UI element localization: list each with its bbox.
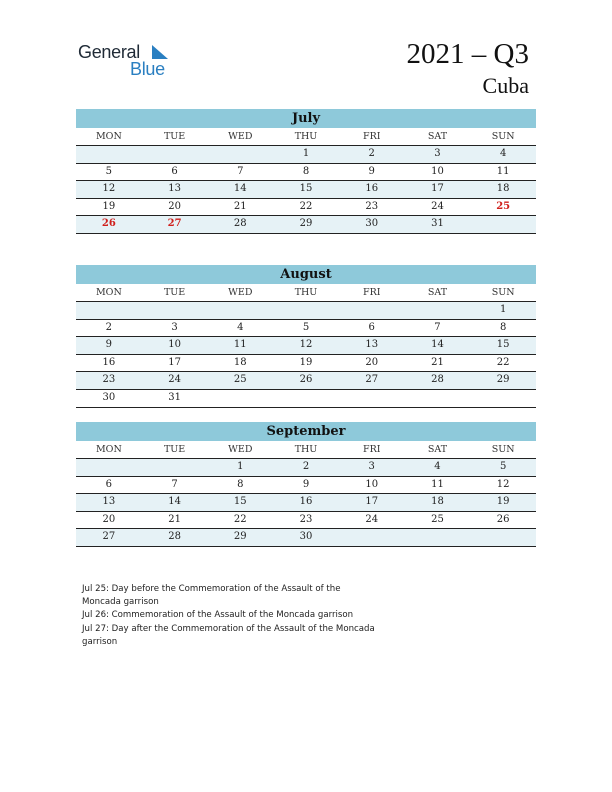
weekday-label: SAT [427,131,448,142]
day-cell: 13 [365,339,379,351]
holiday-note-line: Jul 26: Commemoration of the Assault of the Moncada garrison [82,610,354,621]
empty-day-cell [405,529,471,546]
week-row [76,477,536,495]
day-cell: 15 [496,339,510,351]
week-row [76,355,536,373]
day-cell: 7 [434,321,441,333]
day-cell: 10 [431,165,444,177]
day-cell: 7 [237,165,244,177]
week-row [76,320,536,338]
week-row [76,529,536,547]
day-cell: 9 [368,165,375,177]
weekday-label: MON [95,287,122,298]
day-cell: 23 [365,200,379,212]
week-row [76,164,536,182]
day-cell: 16 [102,356,116,368]
empty-day-cell [76,459,142,476]
day-cell: 29 [496,374,510,386]
day-cell: 1 [237,461,244,472]
day-cell: 31 [168,391,181,403]
weekday-label: FRI [362,131,381,142]
week-row [76,199,536,217]
day-cell: 5 [105,165,113,177]
day-cell: 21 [431,356,444,368]
weekday-label: MON [95,131,122,142]
empty-day-cell [339,390,405,407]
weekday-label: SUN [491,131,515,142]
day-cell: 15 [233,496,247,508]
weekday-label: FRI [362,287,381,298]
day-cell: 20 [102,513,116,525]
day-cell: 18 [431,496,444,508]
day-cell: 15 [299,183,313,195]
weekday-label: FRI [362,444,381,455]
day-cell: 23 [299,513,313,525]
day-cell: 31 [431,218,444,230]
month-title: September [76,422,536,441]
logo-text-general: General [78,42,140,62]
day-cell: 8 [237,478,244,490]
day-cell: 26 [299,374,313,386]
month-title: July [76,109,536,128]
day-cell: 28 [233,218,247,230]
week-row [76,337,536,355]
empty-day-cell [339,302,405,319]
holiday-date: 27 [167,218,182,230]
week-row [76,459,536,477]
day-cell: 30 [365,218,379,230]
day-cell: 22 [233,513,247,525]
day-cell: 12 [102,183,116,195]
day-cell: 13 [168,183,181,195]
empty-day-cell [470,216,536,233]
day-cell: 14 [233,183,247,195]
week-row [76,146,536,164]
day-cell: 24 [431,200,444,212]
weekday-label: SAT [427,444,448,455]
weekday-label: THU [294,444,318,455]
day-cell: 18 [233,356,247,368]
country-name: Cuba [482,73,529,98]
day-cell: 3 [368,461,375,472]
weekday-label: SUN [491,287,515,298]
logo [78,42,188,82]
day-cell: 17 [365,496,379,508]
holiday-note-line: Jul 25: Day before the Commemoration of the Assault of the [82,584,341,594]
day-cell: 4 [434,461,441,472]
day-cell: 2 [302,461,310,472]
holiday-note-line: garrison [82,636,118,647]
day-cell: 9 [302,478,310,490]
month-july [76,109,536,234]
week-row [76,302,536,320]
empty-day-cell [273,302,339,319]
weekday-label: SUN [491,444,515,455]
weekday-label: THU [294,287,318,298]
day-cell: 6 [368,321,375,333]
day-cell: 24 [168,374,181,386]
weekday-header-row [76,284,536,302]
empty-day-cell [207,390,273,407]
month-september [76,422,536,547]
week-row [76,216,536,234]
weekday-label: SAT [427,287,448,298]
day-cell: 11 [233,339,247,351]
week-row [76,494,536,512]
week-row [76,512,536,530]
day-cell: 18 [496,183,510,195]
day-cell: 10 [365,478,379,490]
day-cell: 26 [496,513,510,525]
week-row [76,390,536,408]
day-cell: 2 [105,321,113,333]
day-cell: 21 [233,200,247,212]
month-august [76,265,536,408]
day-cell: 28 [431,374,444,386]
day-cell: 22 [496,356,510,368]
empty-day-cell [207,146,273,163]
day-cell: 27 [365,374,379,386]
day-cell: 27 [102,531,116,543]
day-cell: 12 [496,478,510,490]
day-cell: 28 [168,531,181,543]
day-cell: 14 [168,496,181,508]
empty-day-cell [339,529,405,546]
empty-day-cell [405,390,471,407]
day-cell: 23 [102,374,116,386]
empty-day-cell [405,302,471,319]
day-cell: 14 [431,339,444,351]
day-cell: 1 [499,304,507,315]
day-cell: 25 [233,374,247,386]
day-cell: 29 [299,218,313,230]
day-cell: 30 [102,391,116,403]
empty-day-cell [142,146,208,163]
day-cell: 7 [171,478,178,490]
logo-text-blue: Blue [130,59,165,79]
holiday-note-line: Jul 27: Day after the Commemoration of the Assault of the Moncada [82,623,375,634]
empty-day-cell [142,459,208,476]
day-cell: 17 [431,183,444,195]
page-title: 2021 – Q3 [406,38,529,70]
day-cell: 5 [302,321,310,333]
holiday-date: 26 [101,218,116,230]
day-cell: 11 [431,478,444,490]
weekday-label: TUE [163,287,186,298]
day-cell: 4 [237,321,244,333]
day-cell: 24 [365,513,379,525]
day-cell: 10 [168,339,181,351]
day-cell: 12 [299,339,313,351]
holiday-date: 25 [496,200,511,212]
day-cell: 3 [171,321,178,333]
day-cell: 30 [299,531,313,543]
weekday-label: MON [95,444,122,455]
day-cell: 3 [434,148,441,159]
day-cell: 8 [499,321,507,333]
day-cell: 4 [499,148,507,159]
weekday-header-row [76,441,536,459]
day-cell: 16 [365,183,379,195]
day-cell: 6 [171,165,178,177]
empty-day-cell [207,302,273,319]
empty-day-cell [273,390,339,407]
weekday-label: THU [294,131,318,142]
weekday-label: WED [228,287,253,298]
day-cell: 20 [168,200,181,212]
weekday-label: WED [228,131,253,142]
day-cell: 19 [496,496,510,508]
day-cell: 19 [102,200,116,212]
week-row [76,372,536,390]
holiday-notes [82,583,412,649]
empty-day-cell [76,146,142,163]
day-cell: 2 [368,148,375,159]
day-cell: 1 [302,148,310,159]
day-cell: 13 [102,496,116,508]
month-title: August [76,265,536,284]
day-cell: 6 [105,478,113,490]
day-cell: 5 [499,461,507,472]
weekday-label: TUE [163,131,186,142]
day-cell: 25 [431,513,444,525]
day-cell: 8 [302,165,310,177]
week-row [76,181,536,199]
empty-day-cell [470,390,536,407]
day-cell: 19 [299,356,313,368]
day-cell: 9 [105,339,113,351]
empty-day-cell [470,529,536,546]
day-cell: 29 [233,531,247,543]
day-cell: 20 [365,356,379,368]
weekday-header-row [76,128,536,146]
empty-day-cell [76,302,142,319]
day-cell: 21 [168,513,181,525]
logo-flag-icon [150,45,170,61]
day-cell: 22 [299,200,313,212]
day-cell: 11 [496,165,510,177]
weekday-label: TUE [163,444,186,455]
day-cell: 17 [168,356,181,368]
day-cell: 16 [299,496,313,508]
weekday-label: WED [228,444,253,455]
empty-day-cell [142,302,208,319]
holiday-note-line: Moncada garrison [82,597,159,608]
